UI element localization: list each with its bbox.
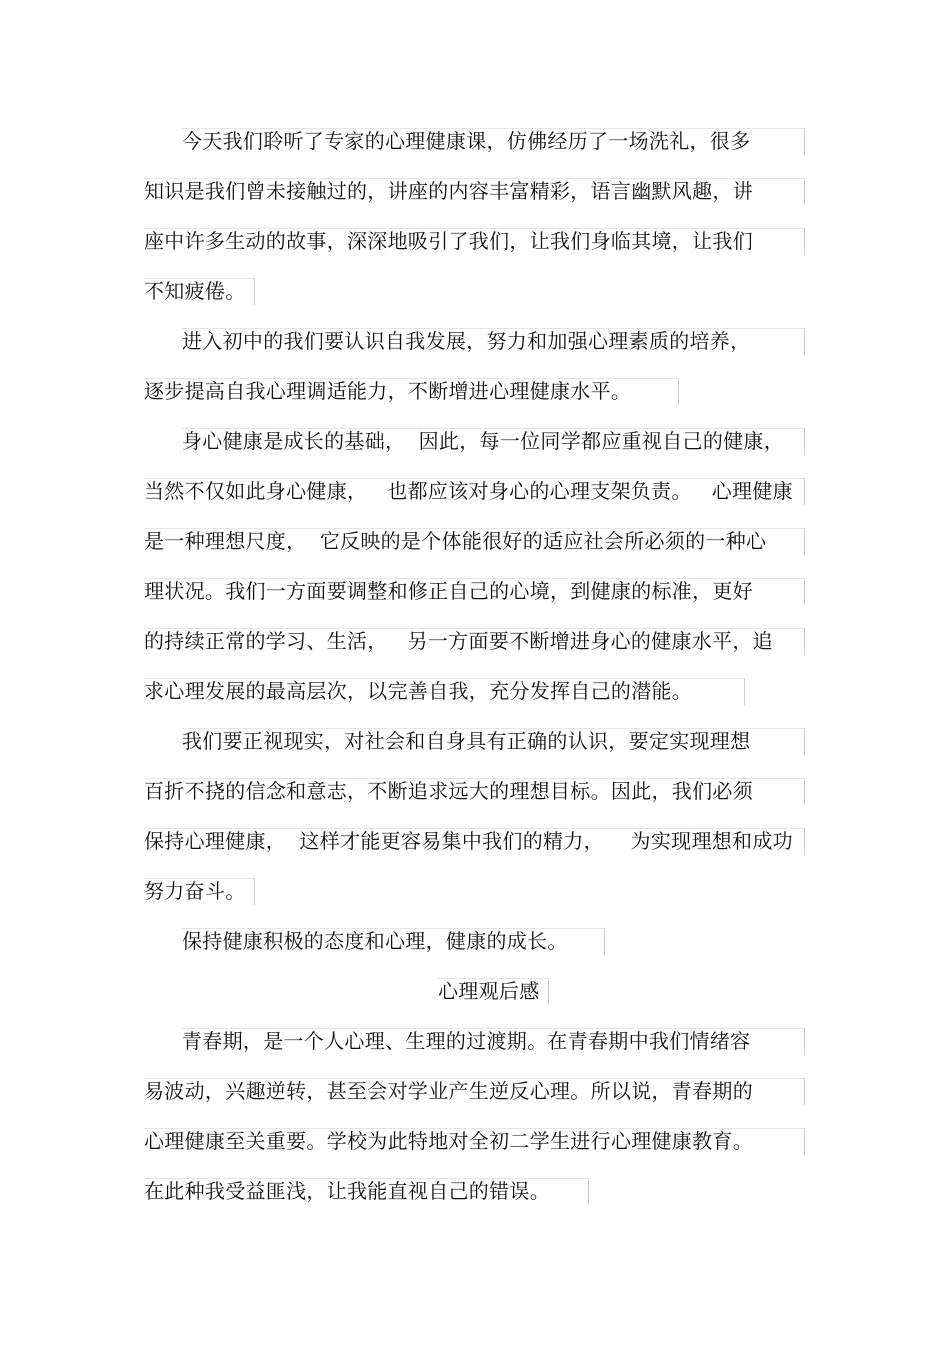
paragraph-4-line-4: 努力奋斗。	[144, 879, 246, 903]
paragraph-6-line-4: 在此种我受益匪浅，让我能直视自己的错误。	[144, 1179, 550, 1203]
paragraph-6-line-2: 易波动，兴趣逆转，甚至会对学业产生逆反心理。所以说，青春期的	[144, 1079, 753, 1103]
paragraph-3-line-6: 求心理发展的最高层次，以完善自我，充分发挥自己的潜能。	[144, 679, 693, 703]
section-title: 心理观后感	[438, 979, 540, 1003]
paragraph-3-line-5: 的持续正常的学习、生活， 另一方面要不断增进身心的健康水平，追	[144, 629, 773, 653]
paragraph-6-line-1: 青春期，是一个人心理、生理的过渡期。在青春期中我们情绪容	[182, 1029, 751, 1053]
paragraph-1-line-4: 不知疲倦。	[144, 279, 246, 303]
paragraph-4-line-2: 百折不挠的信念和意志，不断追求远大的理想目标。因此，我们必须	[144, 779, 753, 803]
paragraph-3-line-1: 身心健康是成长的基础， 因此，每一位同学都应重视自己的健康，	[182, 429, 785, 453]
paragraph-2-line-2: 逐步提高自我心理调适能力，不断增进心理健康水平。	[144, 379, 632, 403]
paragraph-5-line-1: 保持健康积极的态度和心理，健康的成长。	[182, 929, 568, 953]
paragraph-3-line-2: 当然不仅如此身心健康， 也都应该对身心的心理支架负责。 心理健康	[144, 479, 793, 503]
paragraph-2-line-1: 进入初中的我们要认识自我发展，努力和加强心理素质的培养，	[182, 329, 751, 353]
paragraph-4-line-3: 保持心理健康， 这样才能更容易集中我们的精力， 为实现理想和成功	[144, 829, 793, 853]
paragraph-3-line-3: 是一种理想尺度， 它反映的是个体能很好的适应社会所必须的一种心	[144, 529, 767, 553]
paragraph-1-line-2: 知识是我们曾未接触过的，讲座的内容丰富精彩，语言幽默风趣，讲	[144, 179, 753, 203]
paragraph-4-line-1: 我们要正视现实，对社会和自身具有正确的认识，要定实现理想	[182, 729, 751, 753]
paragraph-3-line-4: 理状况。我们一方面要调整和修正自己的心境，到健康的标准，更好	[144, 579, 753, 603]
paragraph-6-line-3: 心理健康至关重要。学校为此特地对全初二学生进行心理健康教育。	[144, 1129, 753, 1153]
paragraph-1-line-3: 座中许多生动的故事，深深地吸引了我们，让我们身临其境，让我们	[144, 229, 753, 253]
paragraph-1-line-1: 今天我们聆听了专家的心理健康课，仿佛经历了一场洗礼，很多	[182, 129, 751, 153]
